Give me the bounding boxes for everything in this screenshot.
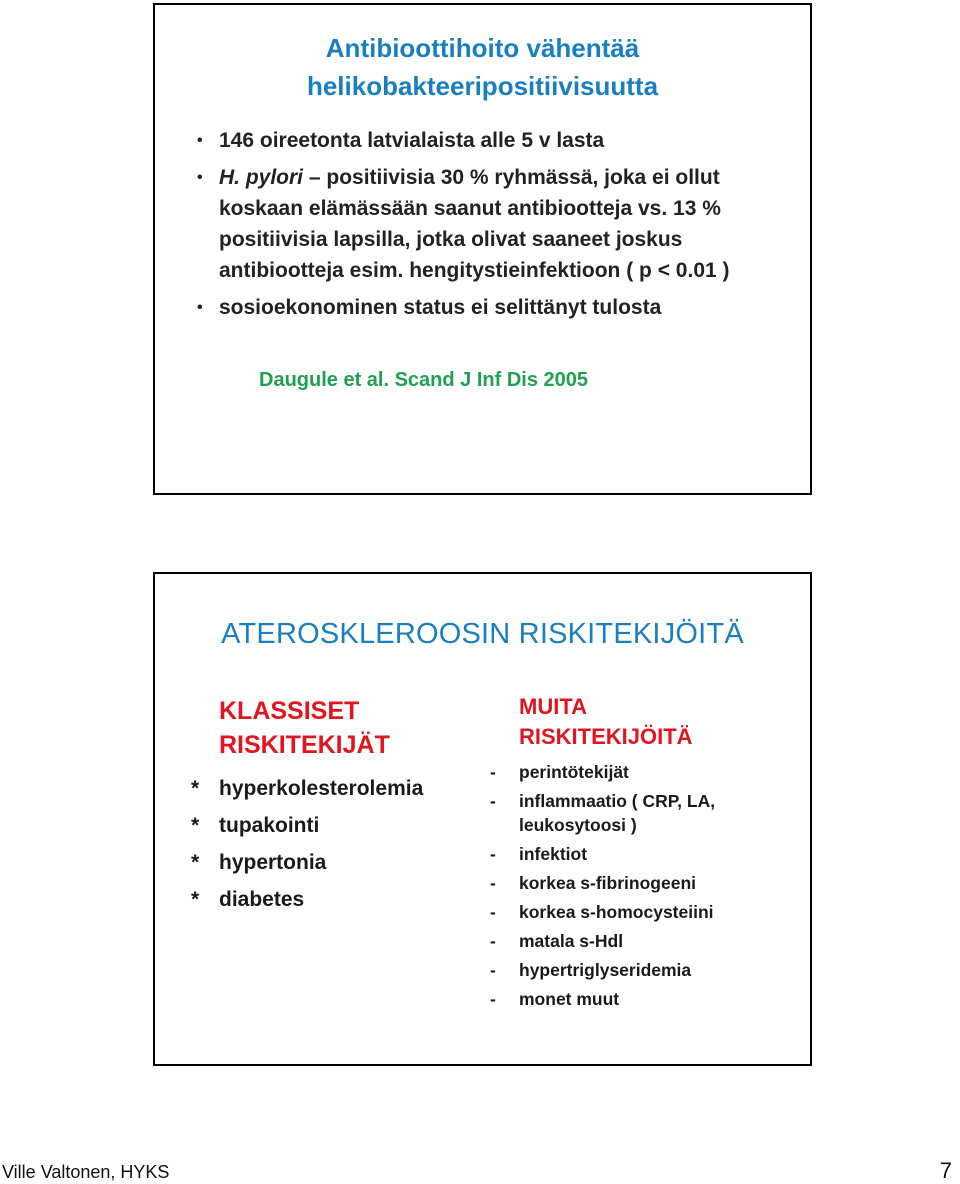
bullet-text: – positiivisia 30 % ryhmässä, joka ei ollut koskaan elämässään saanut antibiootteja vs. 13 % positiivisia lapsilla, jotka olivat saaneet joskus antibiootteja esim. hengitystieinfektioon ( p < 0.01 )	[219, 166, 730, 282]
list-item-text: hypertriglyseridemia	[519, 960, 692, 980]
dash-marker: -	[490, 960, 496, 980]
slide1-bullet-list	[197, 125, 797, 329]
dash-marker: -	[490, 902, 496, 922]
slide2-title: ATEROSKLEROOSIN RISKITEKIJÖITÄ	[221, 618, 744, 650]
list-item	[488, 789, 788, 837]
asterisk-marker: *	[191, 777, 200, 800]
list-item	[191, 807, 451, 844]
page-number: 7	[939, 1158, 952, 1183]
other-risk-factors-column	[488, 692, 788, 1016]
other-heading-line: MUITA	[519, 694, 588, 719]
list-item	[488, 871, 788, 895]
dash-marker: -	[490, 989, 496, 1009]
list-item	[488, 842, 788, 866]
list-item	[488, 987, 788, 1011]
dash-marker: -	[490, 844, 496, 864]
list-item-text: korkea s-fibrinogeeni	[519, 873, 696, 893]
bullet-dot-icon: •	[197, 299, 203, 316]
other-heading	[488, 692, 788, 752]
dash-marker: -	[490, 762, 496, 782]
list-item-text: monet muut	[519, 989, 620, 1009]
asterisk-marker: *	[191, 851, 200, 874]
list-item-text: hypertonia	[219, 851, 327, 874]
list-item-text: tupakointi	[219, 814, 320, 837]
list-item	[488, 900, 788, 924]
list-item-text: matala s-Hdl	[519, 931, 624, 951]
list-item-text: perintötekijät	[519, 762, 629, 782]
other-heading-line: RISKITEKIJÖITÄ	[519, 724, 693, 749]
slide-risk-factors	[153, 572, 812, 1066]
bullet-italic-prefix: H. pylori	[219, 166, 304, 189]
list-item	[488, 929, 788, 953]
list-item	[191, 844, 451, 881]
list-item-text: hyperkolesterolemia	[219, 777, 424, 800]
list-item-text: infektiot	[519, 844, 588, 864]
classic-risk-factors-column	[191, 694, 451, 918]
dash-marker: -	[490, 873, 496, 893]
list-item-text: diabetes	[219, 888, 305, 911]
bullet-text: sosioekonominen status ei selittänyt tulosta	[219, 296, 662, 319]
classic-heading-line: RISKITEKIJÄT	[219, 731, 390, 759]
bullet-dot-icon: •	[197, 132, 203, 149]
list-item-text: korkea s-homocysteiini	[519, 902, 714, 922]
bullet-text: 146 oireetonta latvialaista alle 5 v lasta	[219, 129, 605, 152]
classic-heading	[191, 694, 451, 762]
list-item	[191, 770, 451, 807]
classic-risk-list	[191, 770, 451, 918]
list-item	[191, 881, 451, 918]
asterisk-marker: *	[191, 814, 200, 837]
footer-author: Ville Valtonen, HYKS	[2, 1162, 170, 1182]
bullet-item	[197, 125, 797, 156]
other-risk-list	[488, 760, 788, 1011]
bullet-item	[197, 292, 797, 323]
citation: Daugule et al. Scand J Inf Dis 2005	[259, 369, 589, 391]
bullet-item	[197, 162, 797, 286]
bullet-dot-icon: •	[197, 169, 203, 186]
slide1-title-line: Antibioottihoito vähentää	[325, 33, 640, 63]
slide-antibiotics	[153, 3, 812, 495]
list-item	[488, 958, 788, 982]
list-item-text: inflammaatio ( CRP, LA, leukosytoosi )	[519, 791, 716, 835]
classic-heading-line: KLASSISET	[219, 697, 360, 725]
list-item	[488, 760, 788, 784]
dash-marker: -	[490, 791, 496, 811]
asterisk-marker: *	[191, 888, 200, 911]
slide1-title-line: helikobakteeripositiivisuutta	[306, 71, 659, 101]
slide1-title	[155, 29, 810, 105]
dash-marker: -	[490, 931, 496, 951]
